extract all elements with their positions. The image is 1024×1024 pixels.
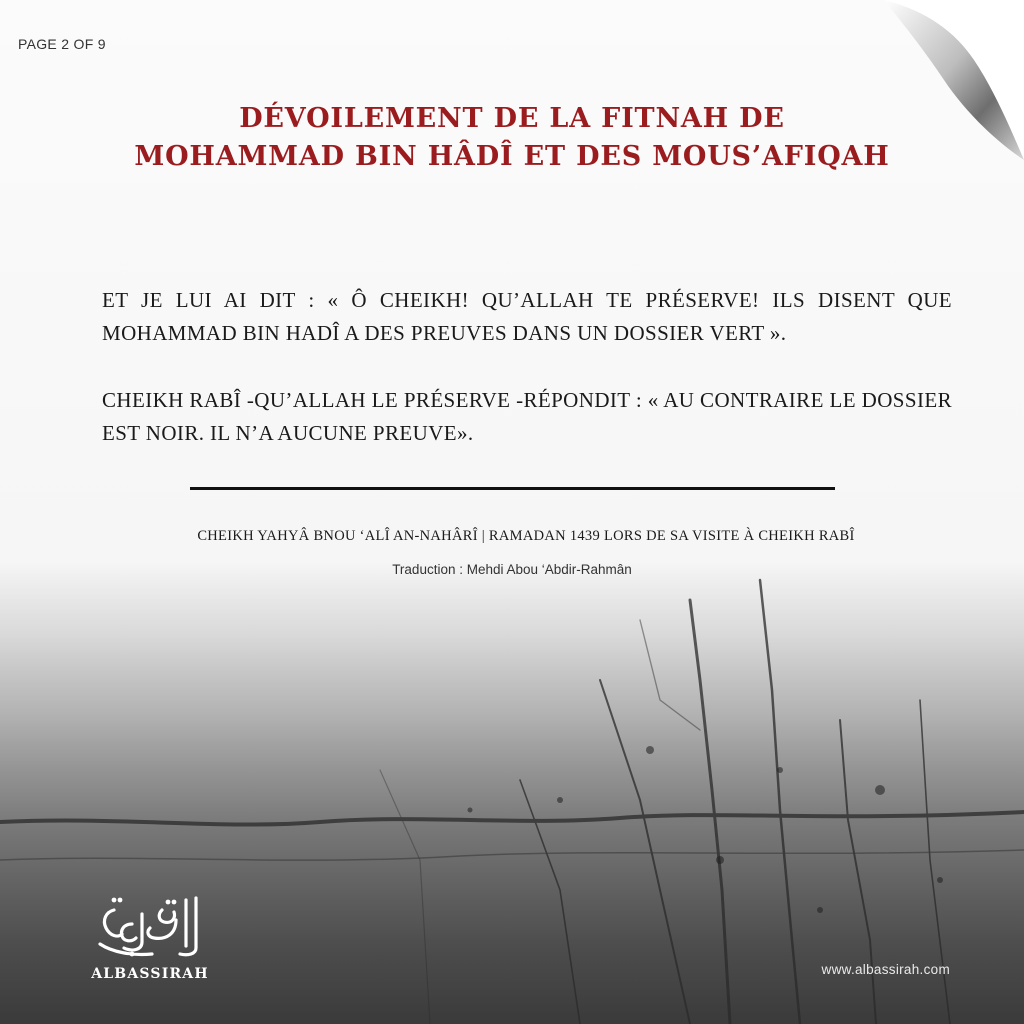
website-url: www.albassirah.com bbox=[821, 962, 950, 977]
albassirah-logo-icon bbox=[92, 890, 208, 964]
translation-credit: Traduction : Mehdi Abou ‘Abdir-Rahmân bbox=[392, 562, 632, 577]
quote-paragraph-1: ET JE LUI AI DIT : « Ô CHEIKH! QU’ALLAH TE PRÉSERVE! ILS DISENT QUE MOHAMMAD BIN HADÎ A DES PREUVES DANS UN DOSSIER VERT ». bbox=[102, 288, 952, 345]
divider bbox=[190, 487, 835, 490]
page-number: PAGE 2 OF 9 bbox=[18, 36, 106, 52]
source-citation: CHEIKH YAHYÂ BNOU ‘ALÎ AN-NAHÂRÎ | RAMADAN 1439 LORS DE SA VISITE À CHEIKH RABÎ bbox=[197, 528, 855, 544]
quote-body bbox=[102, 284, 952, 484]
title-line-2: MOHAMMAD BIN HÂDÎ ET DES MOUS’AFIQAH bbox=[134, 141, 890, 172]
albassirah-logo bbox=[86, 890, 214, 990]
page-title bbox=[0, 100, 1024, 176]
logo-name: ALBASSIRAH bbox=[91, 966, 209, 982]
quote-paragraph-2: CHEIKH RABÎ -QU’ALLAH LE PRÉSERVE -RÉPONDIT : « AU CONTRAIRE LE DOSSIER EST NOIR. IL N’A AUCUNE PREUVE». bbox=[102, 388, 952, 445]
title-line-1: DÉVOILEMENT DE LA FITNAH DE bbox=[239, 103, 785, 134]
